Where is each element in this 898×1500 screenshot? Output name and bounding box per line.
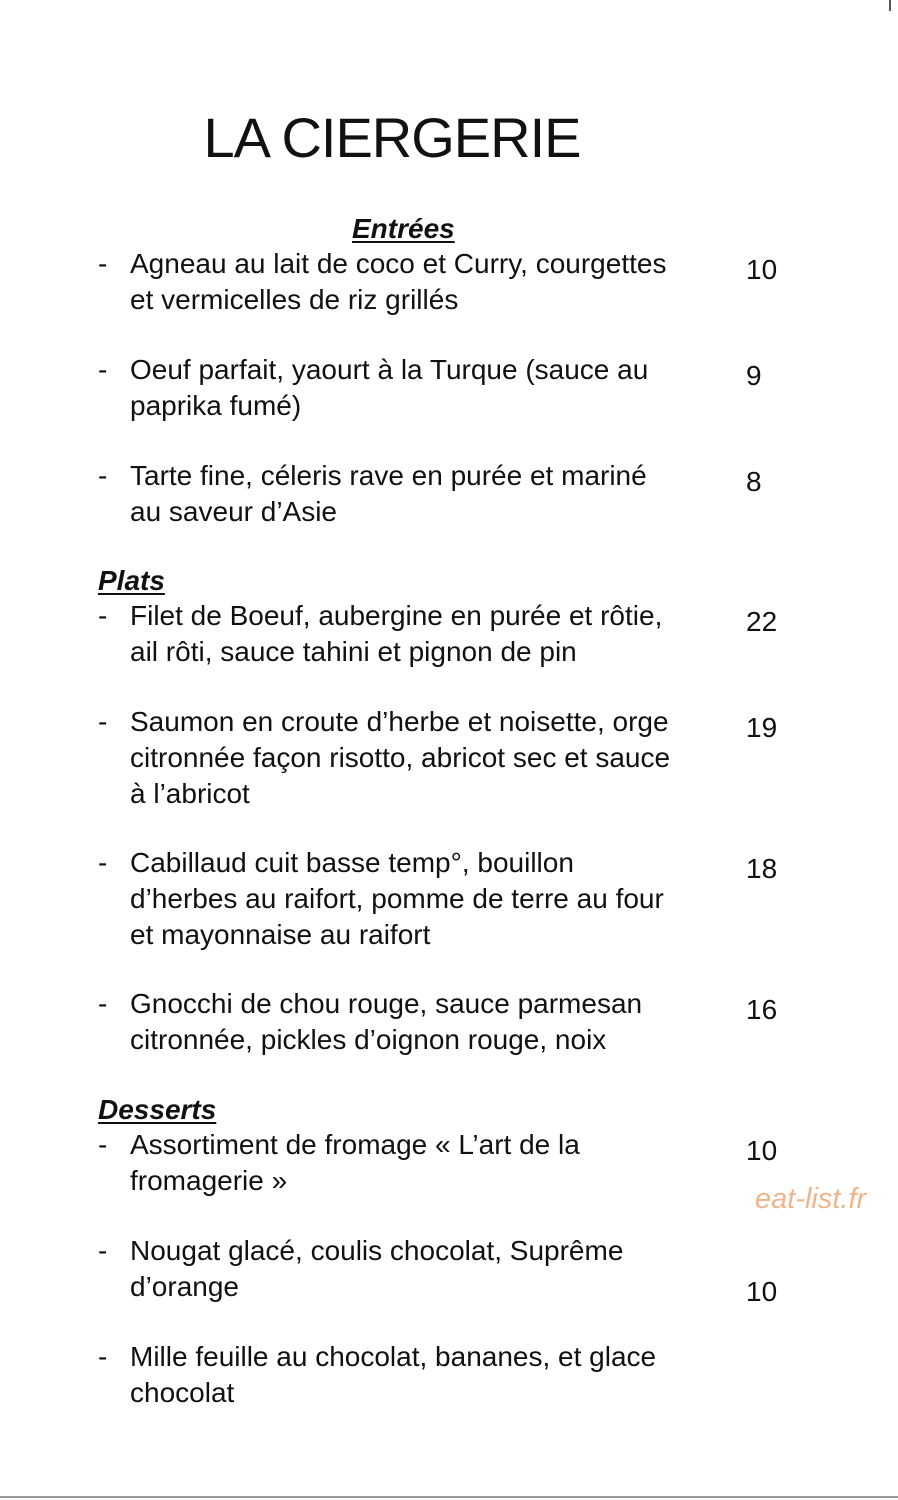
section-title-desserts: Desserts: [98, 1094, 217, 1125]
item-description: Assortiment de fromage « L’art de la fromagerie »: [130, 1129, 580, 1196]
item-price: 19: [746, 712, 778, 743]
item-description: Oeuf parfait, yaourt à la Turque (sauce au paprika fumé): [130, 354, 649, 421]
item-dash: -: [98, 600, 108, 631]
item-dash: -: [98, 248, 108, 279]
item-dash: -: [98, 706, 108, 737]
item-description: Filet de Boeuf, aubergine en purée et rôtie, ail rôti, sauce tahini et pignon de pin: [130, 600, 663, 667]
item-description: Agneau au lait de coco et Curry, courgettes et vermicelles de riz grillés: [130, 248, 667, 315]
item-description: Cabillaud cuit basse temp°, bouillon d’herbes au raifort, pomme de terre au four et mayonnaise au raifort: [130, 847, 664, 950]
section-title-plats: Plats: [98, 565, 165, 596]
item-price: 10: [746, 1276, 778, 1307]
item-dash: -: [98, 1129, 108, 1160]
item-price: 22: [746, 606, 778, 637]
item-description: Saumon en croute d’herbe et noisette, orge citronnée façon risotto, abricot sec et sauce à l’abricot: [130, 706, 671, 809]
page-bottom-divider: [0, 1496, 898, 1498]
watermark-text: eat-list.fr: [755, 1183, 867, 1215]
item-price: 16: [746, 994, 778, 1025]
item-dash: -: [98, 988, 108, 1019]
item-dash: -: [98, 460, 108, 491]
item-description: Nougat glacé, coulis chocolat, Suprême d’orange: [130, 1235, 624, 1302]
item-dash: -: [98, 847, 108, 878]
item-description: Gnocchi de chou rouge, sauce parmesan citronnée, pickles d’oignon rouge, noix: [130, 988, 643, 1055]
item-price: 18: [746, 853, 778, 884]
item-price: 8: [746, 466, 762, 497]
item-price: 9: [746, 360, 762, 391]
section-title-entrees: Entrées: [352, 213, 455, 244]
item-price: 10: [746, 1135, 778, 1166]
item-price: 10: [746, 254, 778, 285]
restaurant-name: LA CIERGERIE: [203, 106, 581, 169]
item-description: Mille feuille au chocolat, bananes, et glace chocolat: [130, 1341, 657, 1408]
item-dash: -: [98, 354, 108, 385]
item-dash: -: [98, 1235, 108, 1266]
page-edge-mark: [889, 0, 891, 11]
item-dash: -: [98, 1341, 108, 1372]
item-description: Tarte fine, céleris rave en purée et mariné au saveur d’Asie: [130, 460, 647, 527]
